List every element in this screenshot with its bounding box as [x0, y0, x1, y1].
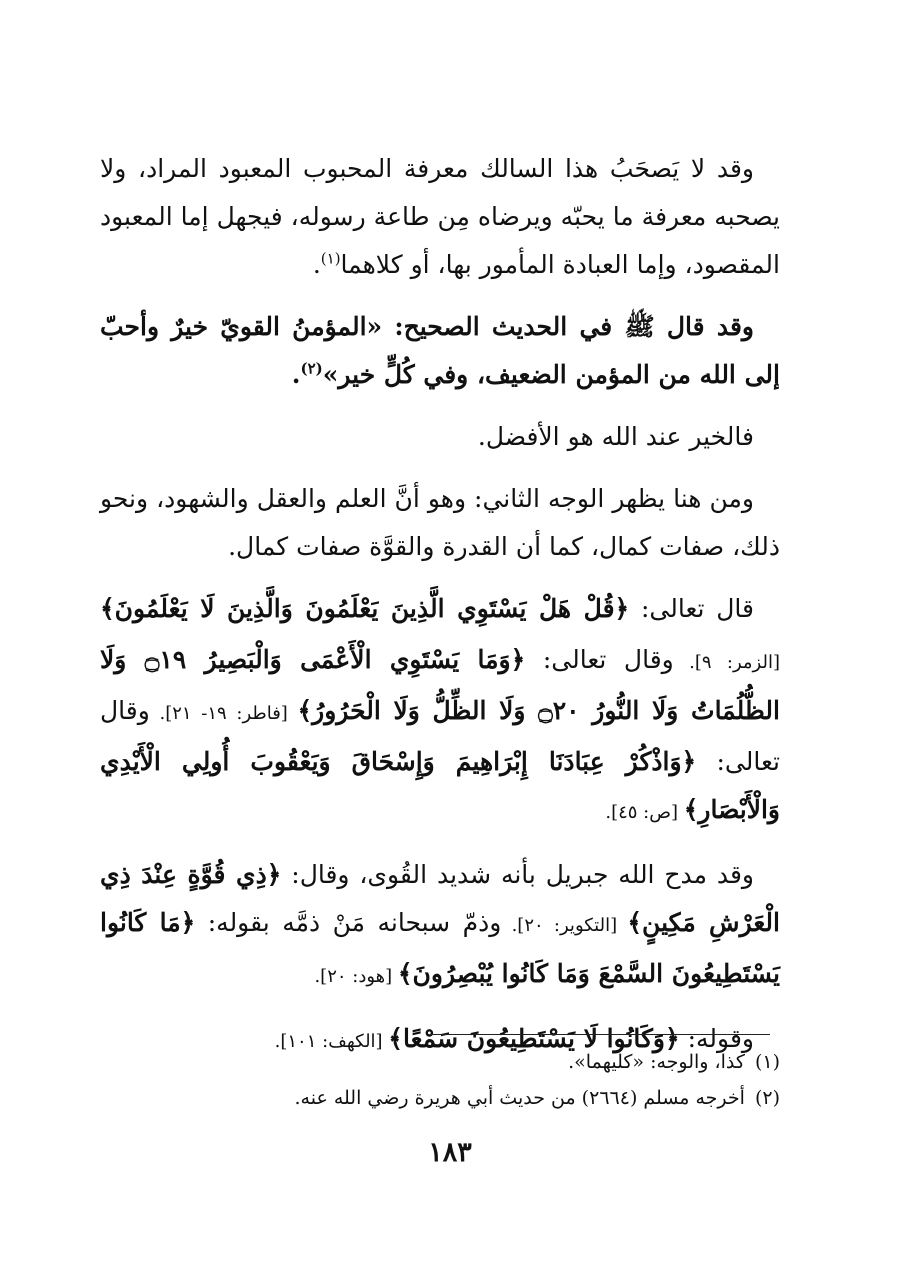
paragraph-5-lead-2: وقال تعالى:: [525, 645, 674, 674]
quran-verse-sad: ﴿وَاذْكُرْ عِبَادَنَا إِبْرَاهِيمَ وَإِسْحَاقَ وَيَعْقُوبَ أُولِي الْأَيْدِي وَالْأَبْصَارِ﴾: [100, 747, 780, 824]
verse-ref-hud: [هود: ٢٠].: [314, 966, 398, 987]
verse-ref-fatir: [فاطر: ١٩- ٢١].: [149, 703, 298, 724]
verse-ref-kahf: [الكهف: ١٠١].: [274, 1031, 389, 1052]
page-number: ١٨٣: [428, 1137, 472, 1168]
paragraph-6: [100, 851, 780, 1001]
footnote-1-number: (١): [754, 1051, 780, 1073]
footnotes: [100, 1044, 780, 1116]
paragraph-2: [100, 303, 780, 399]
footnote-ref-2[interactable]: (٢): [300, 359, 323, 378]
quran-verse-zumar: ﴿قُلْ هَلْ يَسْتَوِي الَّذِينَ يَعْلَمُونَ وَالَّذِينَ لَا يَعْلَمُونَ﴾: [100, 594, 630, 623]
footnote-separator: [430, 1034, 770, 1035]
paragraph-1: [100, 145, 780, 289]
footnote-1-text: كذا، والوجه: «كليهما».: [568, 1051, 745, 1073]
paragraph-2-end: .: [291, 360, 301, 389]
paragraph-3: فالخير عند الله هو الأفضل.: [477, 422, 754, 451]
paragraph-5: [100, 585, 780, 837]
verse-ref-takwir: [التكوير: ٢٠].: [501, 915, 628, 936]
paragraph-6-lead: وقد مدح الله جبريل بأنه شديد القُوى، وقال:: [281, 860, 754, 889]
quran-verse-kahf: ﴿وَكَانُوا لَا يَسْتَطِيعُونَ سَمْعًا﴾: [388, 1024, 680, 1053]
paragraph-5-lead-3: وقال تعالى:: [100, 696, 780, 776]
footnote-ref-1[interactable]: (١): [320, 249, 341, 268]
verse-ref-sad: [ص: ٤٥].: [605, 802, 684, 823]
footnote-1: [100, 1044, 780, 1080]
paragraph-5-lead: قال تعالى:: [629, 594, 755, 623]
verse-ref-zumar: [الزمر: ٩].: [673, 652, 780, 673]
paragraph-4: ومن هنا يظهر الوجه الثاني: وهو أنَّ العلم والعقل والشهود، ونحو ذلك، صفات كمال، كما أن القدرة والقوَّة صفات كمال.: [100, 484, 780, 561]
footnote-2-number: (٢): [754, 1087, 780, 1109]
quran-verse-takwir: ﴿ذِي قُوَّةٍ عِنْدَ ذِي الْعَرْشِ مَكِينٍ﴾: [100, 860, 780, 937]
footnote-2-text: أخرجه مسلم (٢٦٦٤) من حديث أبي هريرة رضي الله عنه.: [294, 1087, 745, 1109]
paragraph-6-lead-2: وذمّ سبحانه مَنْ ذمَّه بقوله:: [195, 908, 502, 937]
quran-verse-fatir: ﴿وَمَا يَسْتَوِي الْأَعْمَى وَالْبَصِيرُ ۝١٩ وَلَا الظُّلُمَاتُ وَلَا النُّورُ ۝٢٠ وَلَا الظِّلُّ وَلَا الْحَرُورُ﴾: [100, 645, 780, 725]
quran-verse-hud: ﴿مَا كَانُوا يَسْتَطِيعُونَ السَّمْعَ وَمَا كَانُوا يُبْصِرُونَ﴾: [100, 908, 780, 988]
footnote-2: [100, 1080, 780, 1116]
page-body: [100, 145, 780, 1080]
paragraph-1-text: وقد لا يَصحَبُ هذا السالك معرفة المحبوب المعبود المراد، ولا يصحبه معرفة ما يحبّه ويرضاه مِن طاعة رسوله، فيجهل إما المعبود المقصود، وإما العبادة المأمور بها، أو كلاهما: [100, 154, 780, 279]
paragraph-1-end: .: [312, 250, 321, 279]
paragraph-7-lead: وقوله:: [679, 1024, 754, 1053]
paragraph-2-text: وقد قال ﷺ في الحديث الصحيح: «المؤمنُ القويّ خيرٌ وأحبّ إلى الله من المؤمن الضعيف، وفي كُلٍّ خير»: [100, 312, 780, 389]
